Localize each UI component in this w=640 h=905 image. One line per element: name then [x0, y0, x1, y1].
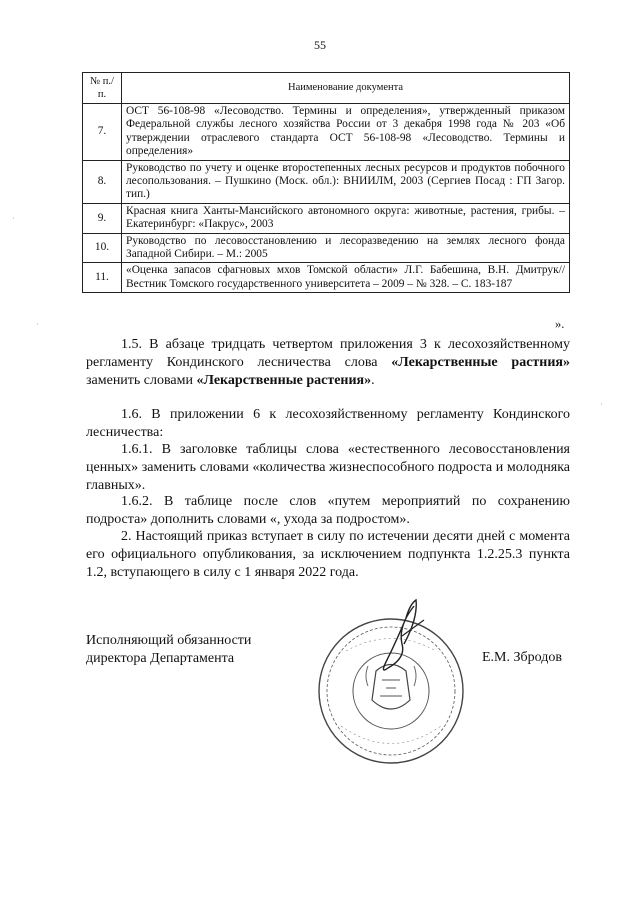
- paragraph-1-5-end: .: [371, 373, 375, 388]
- scan-mark: ·: [12, 214, 15, 223]
- row-number: 9.: [83, 203, 122, 233]
- scan-mark: ·: [36, 320, 39, 329]
- paragraph-1-6-2: 1.6.2. В таблице после слов «путем мероприятий по сохранению подроста» дополнить словами «, ухода за подростом».: [86, 494, 570, 527]
- official-seal-icon: [306, 596, 476, 766]
- page-number: 55: [314, 38, 326, 52]
- signatory-title-line-1: Исполняющий обязанности: [86, 633, 252, 648]
- table-header-row: [83, 73, 570, 104]
- row-number: 10.: [83, 233, 122, 263]
- row-number: 7.: [83, 104, 122, 161]
- table-row: [83, 160, 570, 203]
- row-text: ОСТ 56-108-98 «Лесоводство. Термины и определения», утвержденный приказом Федеральной службы лесного хозяйства России от 3 декабря 1998 года № 203 «Об утверждении отраслевого стандарта ОСТ 56-108-98 «Лесоводство. Термины и определения»: [122, 104, 570, 161]
- row-number: 11.: [83, 263, 122, 293]
- header-document-name: Наименование документа: [122, 73, 570, 104]
- signatory-name: Е.М. Збродов: [482, 650, 562, 665]
- row-text: «Оценка запасов сфагновых мхов Томской области» Л.Г. Бабешина, В.Н. Дмитрук// Вестник Томского государственного университета – 2009 – № 328. – С. 183-187: [122, 263, 570, 293]
- header-number: № п./п.: [83, 73, 122, 104]
- row-text: Красная книга Ханты-Мансийского автономного округа: животные, растения, грибы. – Екатеринбург: «Пакрус», 2003: [122, 203, 570, 233]
- row-text: Руководство по учету и оценке второстепенных лесных ресурсов и продуктов побочного лесопользования. – Пушкино (Моск. обл.): ВНИИЛМ, 2003 (Сергиев Посад : ГП Загор. тип.): [122, 160, 570, 203]
- table-row: [83, 104, 570, 161]
- paragraph-1-5-mid: заменить словами: [86, 373, 197, 388]
- paragraph-1-5: [86, 336, 570, 390]
- paragraph-1-6-1: 1.6.1. В заголовке таблицы слова «естественного лесовосстановления ценных» заменить словами «количества жизнеспособного подроста и молодняка главных».: [86, 442, 570, 493]
- paragraph-1-5-start: 1.5. В абзаце тридцать четвертом приложения 3 к лесохозяйственному регламенту Кондинского лесничества слова: [86, 337, 570, 370]
- documents-table: [82, 72, 570, 293]
- row-text: Руководство по лесовосстановлению и лесоразведению на землях лесного фонда Западной Сибири. – М.: 2005: [122, 233, 570, 263]
- paragraph-2: 2. Настоящий приказ вступает в силу по истечении десяти дней с момента его официального опубликования, за исключением подпункта 1.2.25.3 пункта 1.2, вступающего в силу с 1 января 2022 года.: [86, 529, 570, 580]
- paragraph-1-5-old-words: «Лекарственные растния»: [391, 355, 571, 370]
- signatory-title: [86, 632, 251, 668]
- paragraph-1-5-new-words: «Лекарственные растения»: [196, 373, 372, 388]
- table-row: [83, 263, 570, 293]
- table-row: [83, 233, 570, 263]
- scan-mark: ·: [600, 400, 603, 409]
- table-closing-quote: ».: [555, 317, 565, 331]
- table-row: [83, 203, 570, 233]
- signatory-title-line-2: директора Департамента: [86, 651, 235, 666]
- row-number: 8.: [83, 160, 122, 203]
- paragraph-1-6: 1.6. В приложении 6 к лесохозяйственному регламенту Кондинского лесничества:: [86, 407, 570, 440]
